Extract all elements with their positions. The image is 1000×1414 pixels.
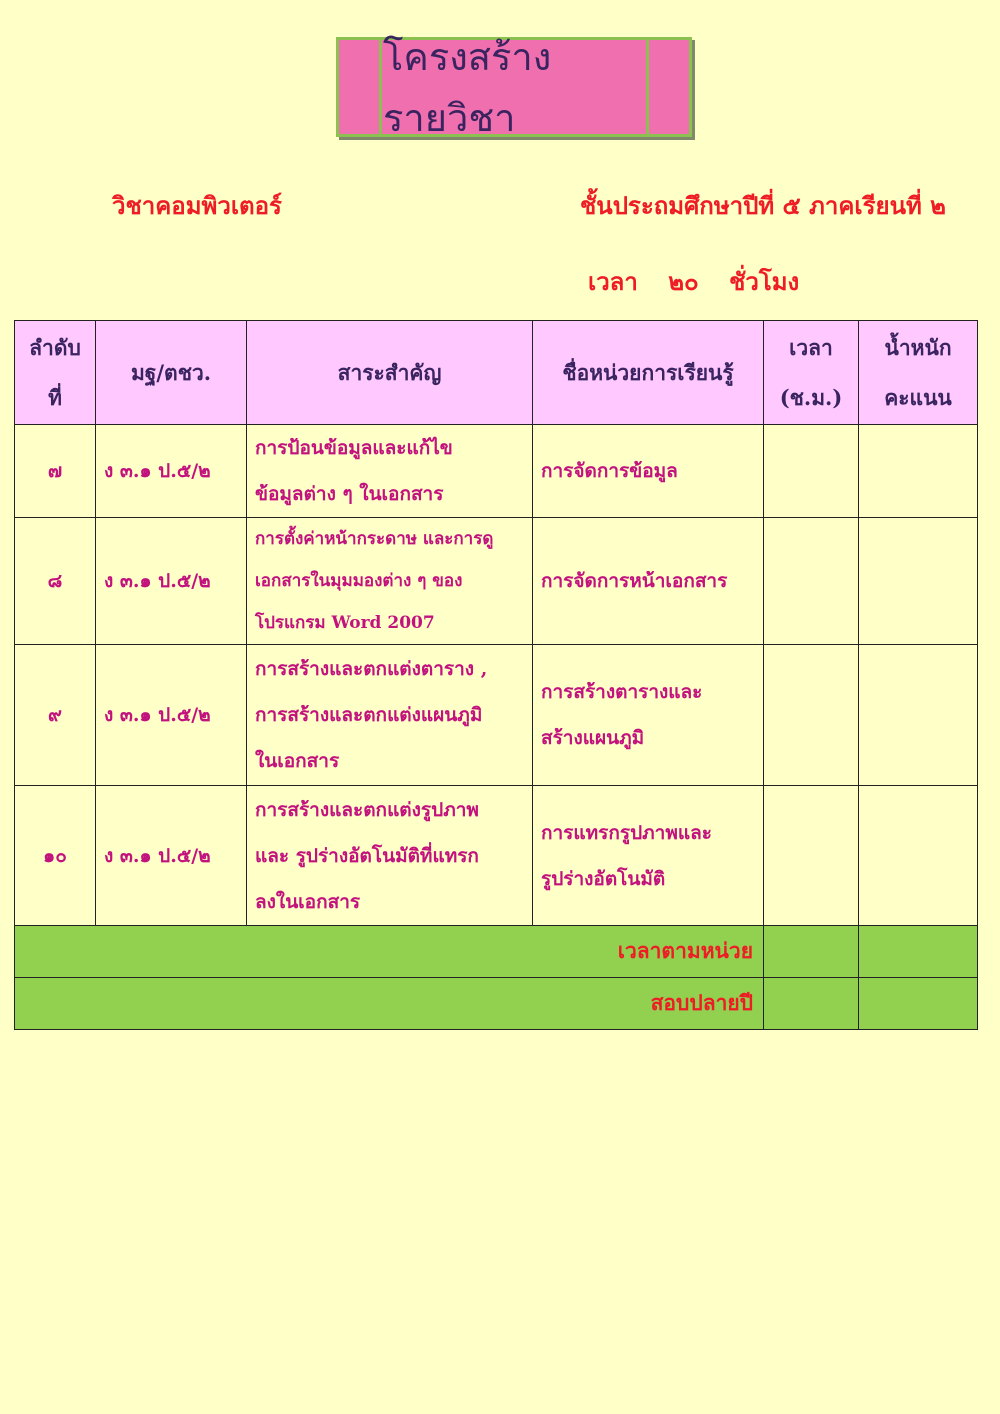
row-unit xyxy=(533,425,764,518)
unit-line: การแทรกรูปภาพและ xyxy=(541,821,712,844)
content-line: ในเอกสาร xyxy=(255,750,340,772)
table-row xyxy=(15,425,978,518)
row-no: ๙ xyxy=(15,645,96,786)
course-structure-table xyxy=(14,320,978,1030)
row-content xyxy=(247,645,533,786)
header-standard: มฐ/ตชว. xyxy=(96,321,247,425)
row-weight xyxy=(859,425,978,518)
row-time xyxy=(764,518,859,645)
subject-name: วิชาคอมพิวเตอร์ xyxy=(112,191,282,220)
content-line: การสร้างและตกแต่งแผนภูมิ xyxy=(255,704,483,726)
header-time xyxy=(764,321,859,425)
summary-weight xyxy=(859,926,978,978)
row-unit xyxy=(533,786,764,926)
header-no-line2: ที่ xyxy=(48,384,62,410)
row-unit xyxy=(533,645,764,786)
row-no: ๗ xyxy=(15,425,96,518)
row-unit xyxy=(533,518,764,645)
header-weight xyxy=(859,321,978,425)
content-line: และ รูปร่างอัตโนมัติที่แทรก xyxy=(255,844,479,867)
summary-time xyxy=(764,926,859,978)
content-line: ลงในเอกสาร xyxy=(255,890,361,913)
row-weight xyxy=(859,518,978,645)
row-content xyxy=(247,425,533,518)
table-header-row xyxy=(15,321,978,425)
row-time xyxy=(764,645,859,786)
content-line: การป้อนข้อมูลและแก้ไข xyxy=(255,437,453,459)
row-standard: ง ๓.๑ ป.๕/๒ xyxy=(96,786,247,926)
summary-label: สอบปลายปี xyxy=(15,978,764,1030)
hours-value: ๒๐ xyxy=(668,267,699,296)
row-standard: ง ๓.๑ ป.๕/๒ xyxy=(96,645,247,786)
content-line: การสร้างและตกแต่งตาราง , xyxy=(255,658,488,680)
summary-time xyxy=(764,978,859,1030)
header-time-line2: (ช.ม.) xyxy=(779,384,843,410)
header-time-line1: เวลา xyxy=(789,334,833,360)
header-unit: ชื่อหน่วยการเรียนรู้ xyxy=(533,321,764,425)
row-weight xyxy=(859,645,978,786)
summary-row-final-exam xyxy=(15,978,978,1030)
row-time xyxy=(764,425,859,518)
summary-row-unit-hours xyxy=(15,926,978,978)
content-line: การสร้างและตกแต่งรูปภาพ xyxy=(255,798,479,821)
hours-unit: ชั่วโมง xyxy=(729,267,800,296)
row-no: ๑๐ xyxy=(15,786,96,926)
summary-weight xyxy=(859,978,978,1030)
page-title: โครงสร้างรายวิชา xyxy=(383,35,552,140)
unit-line: รูปร่างอัตโนมัติ xyxy=(541,867,666,890)
grade-semester: ชั้นประถมศึกษาปีที่ ๕ ภาคเรียนที่ ๒ xyxy=(580,191,946,220)
unit-line: การจัดการข้อมูล xyxy=(541,460,678,482)
header-weight-line1: น้ำหนัก xyxy=(884,334,952,360)
content-line: การตั้งค่าหน้ากระดาษ และการดู xyxy=(255,529,494,549)
title-banner xyxy=(336,35,692,140)
total-hours xyxy=(588,262,821,301)
banner-scroll-right xyxy=(646,40,649,134)
header-no xyxy=(15,321,96,425)
content-line: โปรแกรม Word 2007 xyxy=(255,613,435,633)
row-content xyxy=(247,786,533,926)
content-line: เอกสารในมุมมองต่าง ๆ ของ xyxy=(255,571,463,591)
table-row xyxy=(15,645,978,786)
header-weight-line2: คะแนน xyxy=(884,384,952,410)
unit-line: สร้างแผนภูมิ xyxy=(541,727,645,749)
unit-line: การสร้างตารางและ xyxy=(541,681,703,703)
row-no: ๘ xyxy=(15,518,96,645)
table-row xyxy=(15,786,978,926)
header-no-line1: ลำดับ xyxy=(29,334,81,360)
header-content: สาระสำคัญ xyxy=(247,321,533,425)
row-content xyxy=(247,518,533,645)
summary-label: เวลาตามหน่วย xyxy=(15,926,764,978)
unit-line: การจัดการหน้าเอกสาร xyxy=(541,570,728,592)
row-standard: ง ๓.๑ ป.๕/๒ xyxy=(96,518,247,645)
banner-scroll-left xyxy=(379,40,382,134)
table-row xyxy=(15,518,978,645)
row-standard: ง ๓.๑ ป.๕/๒ xyxy=(96,425,247,518)
row-weight xyxy=(859,786,978,926)
row-time xyxy=(764,786,859,926)
hours-label: เวลา xyxy=(588,267,638,296)
content-line: ข้อมูลต่าง ๆ ในเอกสาร xyxy=(255,483,444,505)
